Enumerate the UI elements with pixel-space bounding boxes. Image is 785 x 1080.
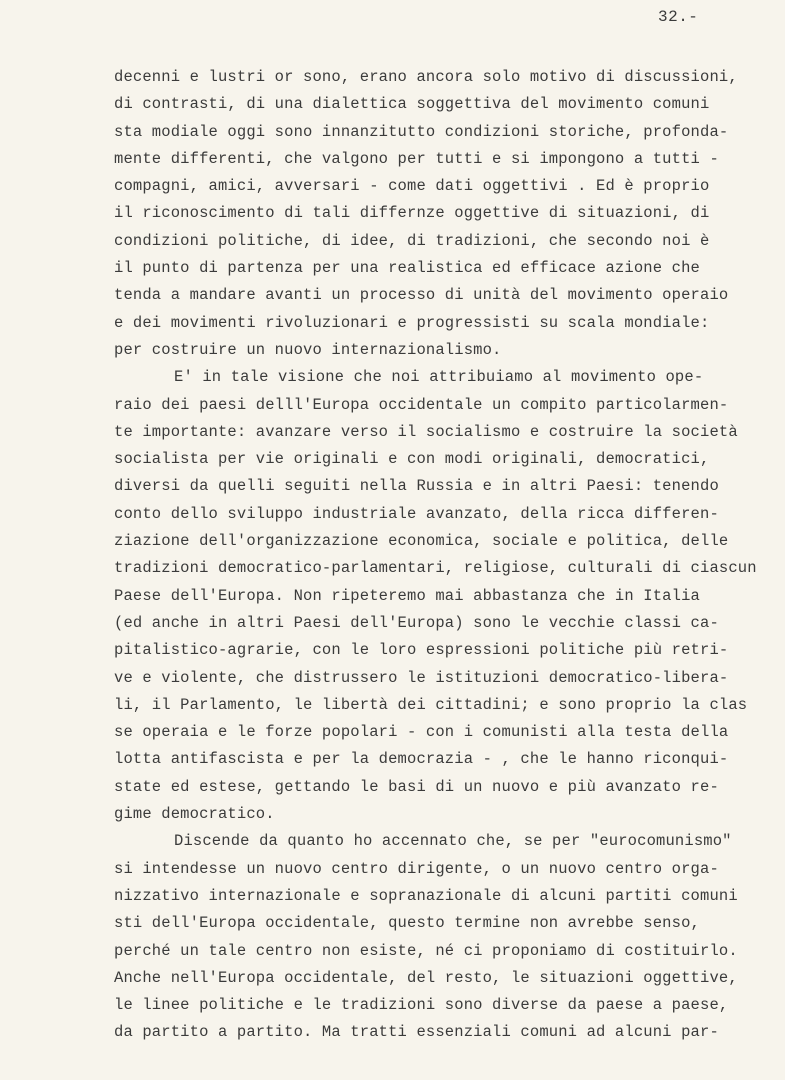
text-line: nizzativo internazionale e sopranazionale di alcuni partiti comuni xyxy=(114,886,738,905)
paragraph-start-line: E' in tale visione che noi attribuiamo al movimento ope- xyxy=(174,368,704,387)
text-line: il punto di partenza per una realistica ed efficace azione che xyxy=(114,259,700,278)
text-line: ziazione dell'organizzazione economica, sociale e politica, delle xyxy=(114,532,729,551)
text-line: condizioni politiche, di idee, di tradizioni, che secondo noi è xyxy=(114,231,710,250)
paragraph-start-line: Discende da quanto ho accennato che, se per "eurocomunismo" xyxy=(174,832,732,851)
text-line: le linee politiche e le tradizioni sono diverse da paese a paese, xyxy=(114,996,729,1015)
text-line: il riconoscimento di tali differnze oggettive di situazioni, di xyxy=(114,204,710,223)
text-line: per costruire un nuovo internazionalismo. xyxy=(114,340,502,359)
text-line: mente differenti, che valgono per tutti e si impongono a tutti - xyxy=(114,149,719,168)
body-text xyxy=(114,64,757,1047)
page-number: 32.- xyxy=(658,8,699,26)
text-line: gime democratico. xyxy=(114,805,275,824)
text-line: li, il Parlamento, le libertà dei cittadini; e sono proprio la clas xyxy=(114,695,748,714)
text-line: (ed anche in altri Paesi dell'Europa) sono le vecchie classi ca- xyxy=(114,613,719,632)
text-line: compagni, amici, avversari - come dati oggettivi . Ed è proprio xyxy=(114,177,710,196)
text-line: socialista per vie originali e con modi originali, democratici, xyxy=(114,450,710,469)
text-line: Paese dell'Europa. Non ripeteremo mai abbastanza che in Italia xyxy=(114,586,700,605)
text-line: Anche nell'Europa occidentale, del resto, le situazioni oggettive, xyxy=(114,968,738,987)
text-line: perché un tale centro non esiste, né ci proponiamo di costituirlo. xyxy=(114,941,738,960)
text-line: sta modiale oggi sono innanzitutto condizioni storiche, profonda- xyxy=(114,122,729,141)
text-line: lotta antifascista e per la democrazia - , che le hanno riconqui- xyxy=(114,750,729,769)
text-line: da partito a partito. Ma tratti essenziali comuni ad alcuni par- xyxy=(114,1023,719,1042)
text-line: pitalistico-agrarie, con le loro espressioni politiche più retri- xyxy=(114,641,729,660)
text-line: tenda a mandare avanti un processo di unità del movimento operaio xyxy=(114,286,729,305)
text-line: e dei movimenti rivoluzionari e progressisti su scala mondiale: xyxy=(114,313,710,332)
text-line: ve e violente, che distrussero le istituzioni democratico-libera- xyxy=(114,668,729,687)
text-line: decenni e lustri or sono, erano ancora solo motivo di discussioni, xyxy=(114,68,738,86)
text-line: di contrasti, di una dialettica soggettiva del movimento comuni xyxy=(114,95,710,114)
text-line: si intendesse un nuovo centro dirigente, o un nuovo centro orga- xyxy=(114,859,719,878)
text-line: se operaia e le forze popolari - con i comunisti alla testa della xyxy=(114,723,729,742)
text-line: raio dei paesi delll'Europa occidentale un compito particolarmen- xyxy=(114,395,729,414)
text-line: diversi da quelli seguiti nella Russia e in altri Paesi: tenendo xyxy=(114,477,719,496)
text-line: tradizioni democratico-parlamentari, religiose, culturali di ciascun xyxy=(114,559,757,578)
text-line: sti dell'Europa occidentale, questo termine non avrebbe senso, xyxy=(114,914,700,933)
text-line: state ed estese, gettando le basi di un nuovo e più avanzato re- xyxy=(114,777,719,796)
text-line: conto dello sviluppo industriale avanzato, della ricca differen- xyxy=(114,504,719,523)
text-line: te importante: avanzare verso il socialismo e costruire la società xyxy=(114,422,738,441)
